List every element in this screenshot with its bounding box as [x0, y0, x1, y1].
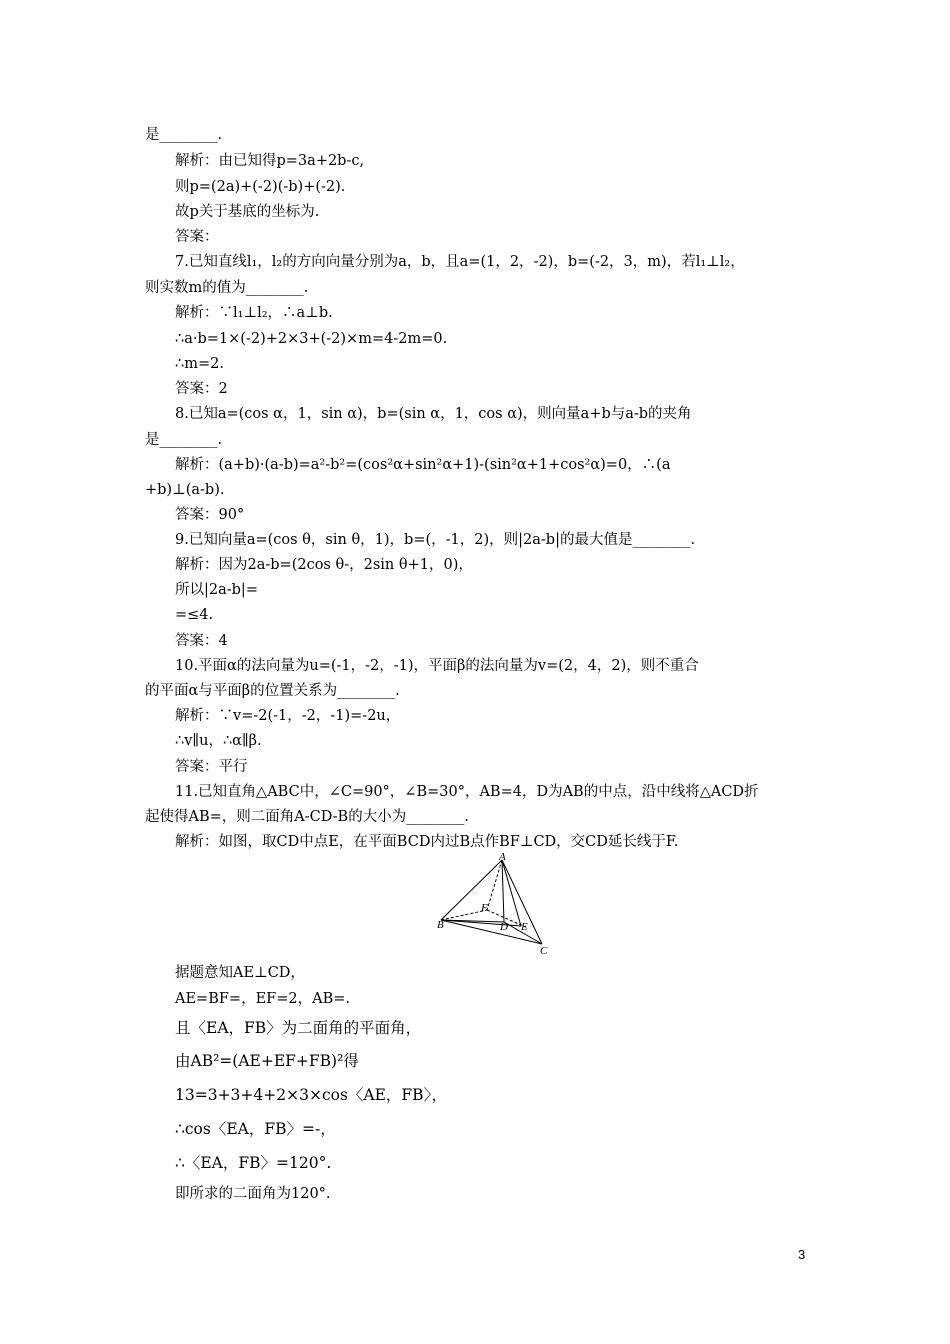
text-line: 解析：因为2a-b=(2cos θ-，2sin θ+1，0)， [175, 557, 473, 573]
text-line: 解析：∵v=-2(-1，-2，-1)=-2u， [175, 708, 401, 724]
text-line: =≤4. [175, 607, 214, 623]
text-line: 且〈EA，FB〉为二面角的平面角， [175, 1019, 422, 1037]
text-line: 则p=(2a)+(-2)(-b)+(-2). [175, 179, 346, 195]
text-line: 解析：∵l₁⊥l₂，∴a⊥b. [175, 305, 333, 321]
label-f: F [481, 902, 488, 914]
text-line: ∴a·b=1×(-2)+2×3+(-2)×m=4-2m=0. [175, 331, 448, 347]
text-line: 解析：(a+b)·(a-b)=a²-b²=(cos²α+sin²α+1)-(sin²α+1+cos²α)=0，∴(a [175, 457, 671, 473]
text-line: 是________. [145, 127, 223, 143]
text-line: 8.已知a=(cos α，1，sin α)，b=(sin α，1，cos α)，则向量a+b与a-b的夹角 [175, 406, 692, 422]
text-line: ∴〈EA，FB〉=120°. [175, 1154, 332, 1172]
text-line: AE=BF=，EF=2，AB=. [175, 991, 350, 1007]
label-e: E [521, 921, 528, 933]
text-line: 的平面α与平面β的位置关系为________. [145, 683, 400, 699]
text-line: 9.已知向量a=(cos θ，sin θ，1)，b=(，-1，2)，则|2a-b|的最大值是________. [175, 532, 696, 548]
text-line: 则实数m的值为________. [145, 280, 309, 296]
text-line: 11.已知直角△ABC中，∠C=90°，∠B=30°，AB=4，D为AB的中点，沿中线将△ACD折 [175, 784, 759, 800]
text-line: 答案：2 [175, 381, 228, 397]
text-line: 由AB²=(AE+EF+FB)²得 [175, 1052, 359, 1070]
text-line: 据题意知AE⊥CD， [175, 965, 305, 981]
text-line: +b)⊥(a-b). [145, 482, 225, 498]
text-line: 解析：如图，取CD中点E，在平面BCD内过B点作BF⊥CD，交CD延长线于F. [175, 834, 679, 850]
label-c: C [540, 945, 548, 957]
text-line: 起使得AB=，则二面角A-CD-B的大小为________. [145, 809, 469, 825]
text-line: ∴cos〈EA，FB〉=-， [175, 1120, 336, 1138]
text-line: 所以|2a-b|= [175, 582, 258, 598]
text-line: 即所求的二面角为120°. [175, 1186, 331, 1202]
text-line: ∴v∥u，∴α∥β. [175, 733, 262, 749]
label-b: B [437, 919, 444, 931]
text-line: 10.平面α的法向量为u=(-1，-2，-1)，平面β的法向量为v=(2，4，2)，则不重合 [175, 658, 699, 674]
text-line: 答案：4 [175, 633, 228, 649]
text-line: 答案：90° [175, 507, 245, 523]
text-line: 解析：由已知得p=3a+2b-c, [175, 153, 365, 169]
text-line: 13=3+3+4+2×3×cos〈AE，FB〉， [175, 1086, 447, 1104]
text-line: 7.已知直线l₁，l₂的方向向量分别为a，b，且a=(1，2，-2)，b=(-2，3，m)，若l₁⊥l₂， [175, 254, 745, 270]
text-line: 故p关于基底的坐标为. [175, 204, 320, 220]
text-line: 是________. [145, 432, 223, 448]
page-number: 3 [798, 1247, 806, 1262]
text-line: 答案： [175, 229, 219, 245]
dihedral-figure [425, 850, 565, 960]
text-line: ∴m=2. [175, 356, 224, 372]
text-line: 答案：平行 [175, 759, 248, 775]
label-a: A [499, 851, 506, 863]
label-d: D [500, 921, 508, 933]
